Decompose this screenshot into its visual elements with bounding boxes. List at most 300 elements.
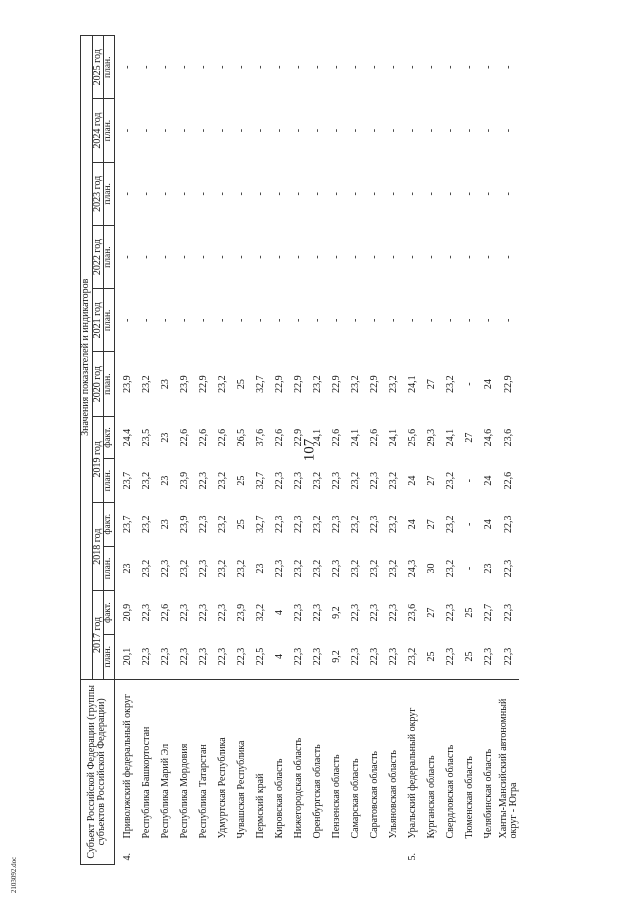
value-cell: 22,3: [160, 559, 172, 578]
year-header: 2025 год: [92, 36, 104, 99]
value-cell: 24,6: [483, 428, 495, 447]
value-cell: 24,4: [122, 428, 134, 447]
plan-header: план.: [104, 546, 115, 591]
value-cell: 22,3: [293, 603, 305, 622]
plan-header: план.: [104, 634, 115, 679]
value-cell: -: [179, 65, 191, 69]
value-cell: -: [179, 128, 191, 133]
year-header: 2022 год: [92, 225, 104, 288]
value-cell: -: [502, 128, 514, 133]
value-cell: -: [274, 318, 286, 322]
value-cell: 24,1: [407, 375, 419, 393]
value-cell: 23,2: [404, 634, 423, 679]
value-cell: 22,9: [293, 375, 305, 393]
year-header: 2018 год: [92, 502, 104, 590]
value-cell: 22,3: [198, 515, 210, 534]
value-cell: 23,2: [388, 515, 400, 534]
value-cell: -: [350, 318, 362, 322]
value-cell: -: [217, 192, 229, 196]
region-name: Свердловская область: [445, 744, 457, 839]
value-cell: 25,6: [407, 428, 419, 447]
value-cell: -: [312, 255, 324, 259]
value-cell: 27: [426, 379, 438, 390]
region-name: Оренбургская область: [312, 744, 324, 839]
value-cell: -: [464, 382, 476, 386]
value-cell: -: [141, 192, 153, 196]
value-cell: 24: [483, 475, 495, 486]
value-cell: 23,2: [217, 375, 229, 393]
value-cell: 23,2: [293, 559, 305, 578]
table-row: [423, 36, 442, 865]
value-cell: 23,6: [502, 428, 514, 447]
table-row: [252, 36, 271, 865]
table-row: [176, 36, 195, 865]
value-cell: 22,3: [331, 559, 343, 578]
value-cell: -: [122, 318, 134, 322]
fact-header: факт.: [104, 591, 115, 635]
value-cell: 25: [236, 519, 248, 530]
table-row: [442, 36, 461, 865]
value-cell: 25: [236, 379, 248, 390]
table-body: [114, 36, 519, 865]
value-cell: 25: [423, 634, 442, 679]
value-cell: 22,3: [312, 603, 324, 622]
value-cell: 22,6: [331, 428, 343, 447]
value-cell: 24: [483, 379, 495, 390]
value-cell: -: [236, 255, 248, 259]
table-row: [404, 36, 423, 865]
plan-header: план.: [104, 225, 115, 288]
value-cell: 23,5: [141, 428, 153, 447]
value-cell: -: [445, 65, 457, 69]
value-cell: 23,2: [350, 375, 362, 393]
region-name: Удмуртская Республика: [217, 737, 229, 839]
value-cell: 24,1: [388, 428, 400, 447]
value-cell: 23,9: [179, 471, 191, 490]
region-name: Республика Марий Эл: [160, 743, 172, 839]
value-cell: 23,2: [141, 515, 153, 534]
region-name: Кировская область: [274, 758, 286, 839]
value-cell: -: [141, 255, 153, 259]
year-header: 2020 год: [92, 352, 104, 416]
value-cell: -: [179, 255, 191, 259]
value-cell: 20,1: [114, 634, 138, 679]
value-cell: 23,2: [312, 471, 324, 490]
value-cell: 22,9: [293, 428, 305, 447]
value-cell: -: [236, 65, 248, 69]
table-row: [309, 36, 328, 865]
value-cell: -: [331, 255, 343, 259]
row-number: [157, 841, 176, 865]
value-cell: 23,2: [350, 515, 362, 534]
row-number: 5.: [407, 853, 419, 861]
value-cell: -: [464, 192, 476, 196]
subject-header: Субъект Российской Федерации (группы субъектов Российской Федерации): [81, 679, 115, 864]
value-cell: -: [198, 318, 210, 322]
value-cell: 22,3: [198, 559, 210, 578]
value-cell: 32,7: [255, 515, 267, 534]
value-cell: -: [236, 128, 248, 133]
value-cell: 23,2: [141, 559, 153, 578]
value-cell: 22,3: [138, 634, 157, 679]
value-cell: 22,6: [198, 428, 210, 447]
value-cell: 23: [483, 563, 495, 574]
value-cell: -: [369, 128, 381, 133]
region-name: Саратовская область: [369, 751, 381, 839]
value-cell: -: [293, 192, 305, 196]
value-cell: 23: [160, 519, 172, 530]
value-cell: -: [274, 65, 286, 69]
value-cell: 23,2: [141, 375, 153, 393]
value-cell: 27: [426, 519, 438, 530]
fact-header: факт.: [104, 502, 115, 546]
value-cell: -: [445, 318, 457, 322]
value-cell: -: [464, 566, 476, 571]
value-cell: -: [388, 192, 400, 196]
value-cell: -: [217, 255, 229, 259]
value-cell: 32,7: [255, 471, 267, 490]
row-number: [195, 841, 214, 865]
value-cell: -: [274, 128, 286, 133]
value-cell: 23: [255, 563, 267, 574]
value-cell: 23,2: [388, 559, 400, 578]
value-cell: -: [350, 65, 362, 69]
value-cell: 23,7: [122, 515, 134, 534]
value-cell: 23,2: [217, 471, 229, 490]
table-row: [195, 36, 214, 865]
value-cell: -: [388, 318, 400, 322]
year-header: 2021 год: [92, 289, 104, 352]
value-cell: -: [388, 128, 400, 133]
value-cell: 22,6: [274, 428, 286, 447]
value-cell: -: [464, 65, 476, 69]
value-cell: -: [350, 128, 362, 133]
value-cell: 27: [464, 432, 476, 443]
document-id: 2103092.doc: [10, 856, 18, 894]
value-cell: -: [407, 255, 419, 259]
region-name: Республика Мордовия: [179, 743, 191, 839]
row-number: [480, 841, 499, 865]
value-cell: -: [217, 318, 229, 322]
value-cell: -: [483, 65, 495, 69]
value-cell: 23,2: [445, 559, 457, 578]
value-cell: -: [445, 255, 457, 259]
value-cell: 4: [271, 634, 290, 679]
value-cell: -: [198, 65, 210, 69]
value-cell: -: [293, 255, 305, 259]
value-cell: 20,9: [122, 603, 134, 622]
value-cell: 22,3: [331, 515, 343, 534]
region-name: Ханты-Мансийский автономный округ - Югра: [497, 698, 519, 839]
value-cell: 22,3: [369, 471, 381, 490]
value-cell: 23: [160, 432, 172, 443]
table-row: [385, 36, 404, 865]
region-name: Челябинская область: [483, 748, 495, 839]
value-cell: -: [274, 192, 286, 196]
value-cell: -: [464, 318, 476, 322]
value-cell: -: [198, 192, 210, 196]
value-cell: 22,3: [385, 634, 404, 679]
value-cell: -: [350, 192, 362, 196]
year-header: 2017 год: [92, 591, 104, 679]
value-cell: -: [407, 192, 419, 196]
value-cell: -: [179, 318, 191, 322]
value-cell: 22,3: [179, 603, 191, 622]
row-number: [176, 841, 195, 865]
value-cell: -: [331, 128, 343, 133]
row-number: [442, 841, 461, 865]
value-cell: 22,9: [274, 375, 286, 393]
value-cell: -: [293, 318, 305, 322]
value-cell: 23,2: [350, 471, 362, 490]
year-header: 2024 год: [92, 99, 104, 162]
value-cell: 9,2: [331, 606, 343, 619]
value-cell: -: [369, 318, 381, 322]
table-row: [157, 36, 176, 865]
value-cell: 22,6: [369, 428, 381, 447]
value-cell: 24: [483, 519, 495, 530]
value-cell: 24: [407, 519, 419, 530]
value-cell: 23,9: [179, 375, 191, 393]
table-row: [480, 36, 499, 865]
value-cell: 22,3: [350, 603, 362, 622]
value-cell: -: [255, 65, 267, 69]
value-cell: 22,3: [366, 634, 385, 679]
plan-header: план.: [104, 162, 115, 225]
value-cell: 23,2: [445, 515, 457, 534]
value-cell: -: [483, 192, 495, 196]
table-row: [461, 36, 480, 865]
value-cell: -: [312, 318, 324, 322]
value-cell: 27: [426, 475, 438, 486]
table-row: [290, 36, 309, 865]
value-cell: 23,2: [141, 471, 153, 490]
region-name: Ульяновская область: [388, 750, 400, 839]
table-row: [499, 36, 519, 865]
plan-header: план.: [104, 99, 115, 162]
row-number: [290, 841, 309, 865]
value-cell: -: [464, 522, 476, 526]
value-cell: 22,3: [309, 634, 328, 679]
value-cell: -: [160, 192, 172, 196]
value-cell: -: [426, 65, 438, 69]
row-number: [252, 841, 271, 865]
page-number: 107: [301, 438, 318, 462]
value-cell: -: [141, 128, 153, 133]
value-cell: 23,2: [369, 559, 381, 578]
value-cell: -: [369, 192, 381, 196]
region-name: Пермский край: [255, 773, 267, 839]
value-cell: 23: [160, 475, 172, 486]
value-cell: -: [255, 318, 267, 322]
value-cell: 23,9: [179, 515, 191, 534]
value-cell: -: [369, 255, 381, 259]
value-cell: -: [502, 255, 514, 259]
region-name: Самарская область: [350, 758, 362, 839]
value-cell: -: [160, 255, 172, 259]
table-row: [114, 36, 138, 865]
region-name: Республика Башкортостан: [141, 726, 153, 839]
value-cell: 22,6: [217, 428, 229, 447]
year-header: 2023 год: [92, 162, 104, 225]
value-cell: -: [502, 318, 514, 322]
row-number: [461, 841, 480, 865]
value-cell: -: [122, 192, 134, 196]
value-cell: -: [388, 65, 400, 69]
table-row: [214, 36, 233, 865]
plan-header: план.: [104, 289, 115, 352]
value-cell: 22,3: [388, 603, 400, 622]
value-cell: 25: [464, 607, 476, 618]
value-cell: 24,1: [350, 428, 362, 447]
value-cell: 23,7: [122, 471, 134, 490]
value-cell: 23: [122, 563, 134, 574]
value-cell: -: [122, 255, 134, 259]
value-cell: 22,3: [274, 559, 286, 578]
row-number: [214, 841, 233, 865]
value-cell: 23,9: [236, 603, 248, 622]
value-cell: 22,9: [198, 375, 210, 393]
value-cell: 22,9: [502, 375, 514, 393]
value-cell: -: [198, 255, 210, 259]
value-cell: -: [331, 65, 343, 69]
value-cell: 22,3: [442, 634, 461, 679]
row-number: [499, 841, 519, 865]
value-cell: -: [426, 192, 438, 196]
value-cell: 25: [236, 475, 248, 486]
value-cell: -: [445, 128, 457, 133]
row-number: [423, 841, 442, 865]
plan-header: план.: [104, 352, 115, 416]
row-number: [385, 841, 404, 865]
value-cell: 23,2: [445, 375, 457, 393]
value-cell: -: [255, 255, 267, 259]
value-cell: 22,3: [347, 634, 366, 679]
row-number: [347, 841, 366, 865]
value-cell: -: [331, 318, 343, 322]
value-cell: 22,3: [274, 471, 286, 490]
value-cell: 22,5: [252, 634, 271, 679]
value-cell: 4: [274, 610, 286, 616]
value-cell: -: [312, 192, 324, 196]
value-cell: -: [179, 192, 191, 196]
value-cell: 9,2: [328, 634, 347, 679]
year-header: 2019 год: [92, 416, 104, 502]
value-cell: -: [122, 65, 134, 69]
fact-header: факт.: [104, 416, 115, 459]
value-cell: -: [407, 318, 419, 322]
value-cell: 23,2: [388, 471, 400, 490]
row-number: [138, 841, 157, 865]
table-row: [347, 36, 366, 865]
value-cell: -: [502, 65, 514, 69]
indicators-table-body: [80, 35, 519, 865]
value-cell: 22,3: [214, 634, 233, 679]
value-cell: -: [312, 128, 324, 133]
value-cell: -: [331, 192, 343, 196]
value-cell: -: [464, 478, 476, 483]
value-cell: 22,6: [179, 428, 191, 447]
value-cell: 23,2: [312, 375, 324, 393]
region-name: Приволжский федеральный округ: [122, 694, 134, 839]
value-cell: 22,3: [369, 603, 381, 622]
region-name: Курганская область: [426, 755, 438, 839]
value-cell: 22,9: [331, 375, 343, 393]
value-cell: -: [407, 65, 419, 69]
region-name: Тюменская область: [464, 756, 476, 839]
region-name: Уральский федеральный округ: [407, 707, 419, 839]
value-cell: 22,6: [160, 603, 172, 622]
value-cell: 22,7: [483, 603, 495, 622]
value-cell: -: [350, 255, 362, 259]
table-row: [233, 36, 252, 865]
value-cell: -: [426, 128, 438, 133]
value-cell: 22,3: [274, 515, 286, 534]
value-cell: 22,3: [157, 634, 176, 679]
value-cell: 22,3: [195, 634, 214, 679]
value-cell: 23,2: [312, 559, 324, 578]
value-cell: 22,3: [331, 471, 343, 490]
value-cell: 23,2: [388, 375, 400, 393]
value-cell: 23: [160, 379, 172, 390]
value-cell: 22,3: [445, 603, 457, 622]
value-cell: 22,3: [293, 471, 305, 490]
row-number: 4.: [122, 853, 134, 861]
value-cell: 23,2: [217, 559, 229, 578]
value-cell: -: [293, 128, 305, 133]
value-cell: 23,9: [122, 375, 134, 393]
value-cell: 24,3: [407, 559, 419, 578]
value-cell: -: [217, 65, 229, 69]
table-row: [366, 36, 385, 865]
value-cell: 25: [461, 634, 480, 679]
row-number: [366, 841, 385, 865]
value-cell: -: [236, 192, 248, 196]
value-cell: 22,3: [141, 603, 153, 622]
value-cell: 23,6: [407, 603, 419, 622]
value-cell: -: [464, 128, 476, 133]
value-cell: 23,2: [179, 559, 191, 578]
region-name: Чувашская Республика: [236, 740, 248, 839]
row-number: [233, 841, 252, 865]
value-cell: 32,2: [255, 603, 267, 622]
value-cell: 24,1: [445, 428, 457, 447]
table-row: [328, 36, 347, 865]
value-cell: -: [293, 65, 305, 69]
value-cell: 22,3: [480, 634, 499, 679]
value-cell: -: [160, 65, 172, 69]
value-cell: 23,2: [350, 559, 362, 578]
value-cell: -: [198, 128, 210, 133]
row-number: [328, 841, 347, 865]
value-cell: -: [236, 318, 248, 322]
value-cell: -: [160, 318, 172, 322]
value-cell: 22,3: [176, 634, 195, 679]
value-cell: 22,3: [502, 559, 514, 578]
value-cell: -: [426, 318, 438, 322]
value-cell: 22,3: [293, 515, 305, 534]
table-row: [271, 36, 290, 865]
value-cell: -: [445, 192, 457, 196]
value-cell: 22,3: [198, 471, 210, 490]
value-cell: -: [483, 318, 495, 322]
value-cell: 22,3: [198, 603, 210, 622]
value-cell: -: [483, 255, 495, 259]
value-cell: 26,5: [236, 428, 248, 447]
value-cell: -: [141, 318, 153, 322]
row-number: [309, 841, 328, 865]
row-number: [271, 841, 290, 865]
